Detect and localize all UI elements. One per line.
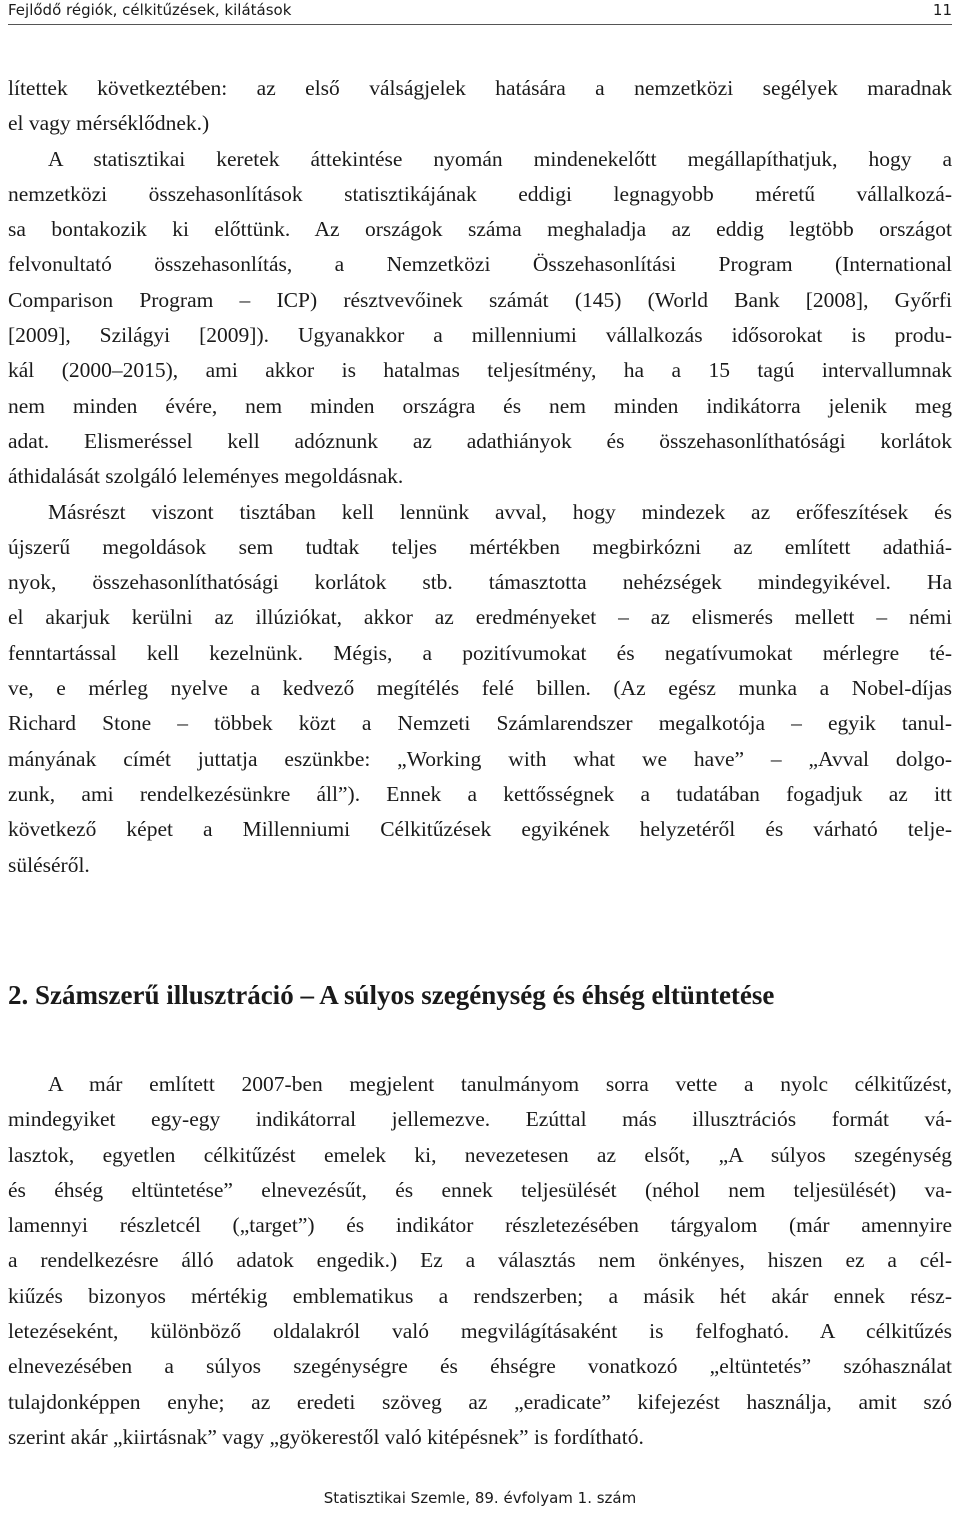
text-line: Másrészt viszont tisztában kell lennünk avval, hogy mindezek az erőfeszítések és [48, 499, 952, 524]
text-line: következő képet a Millenniumi Célkitűzések egyikének helyzetéről és várható telje- [8, 817, 952, 842]
page-number: 11 [932, 1, 952, 19]
text-line: tulajdonképpen enyhe; az eredeti szöveg az „eradicate” kifejezést használja, amit szó [8, 1389, 952, 1414]
text-line: nyok, összehasonlíthatósági korlátok stb. támasztotta nehézségek mindegyikével. Ha [8, 570, 952, 595]
text-line: adat. Elismeréssel kell adóznunk az adathiányok és összehasonlíthatósági korlátok [8, 428, 952, 453]
text-line: és éhség eltüntetése” elnevezésűt, és ennek teljesülését (néhol nem teljesülését) va- [8, 1177, 952, 1202]
text-line: szerint akár „kiirtásnak” vagy „gyökerestől való kitépésnek” is fordítható. [8, 1424, 644, 1449]
text-line: A már említett 2007-ben megjelent tanulmányom sorra vette a nyolc célkitűzést, [48, 1072, 952, 1096]
text-line: sa bontakozik ki előttünk. Az országok száma meghaladja az eddig legtöbb országot [8, 217, 952, 242]
running-header [8, 0, 952, 25]
text-line: Comparison Program – ICP) résztvevőinek számát (145) (World Bank [2008], Győrfi [8, 287, 952, 312]
text-line: mányának címét juttatja eszünkbe: „Working with what we have” – „Avval dolgo- [8, 746, 952, 771]
text-line: ve, e mérleg nyelve a kedvező megítélés felé billen. (Az egész munka a Nobel-díjas [8, 676, 952, 701]
text-line: a rendelkezésre álló adatok engedik.) Ez a választás nem önkényes, hiszen ez a cél- [8, 1248, 952, 1273]
body-text-top [8, 71, 952, 883]
text-line: A statisztikai keretek áttekintése nyomán mindenekelőtt megállapíthatjuk, hogy a [48, 146, 952, 171]
text-line: süléséről. [8, 852, 90, 877]
text-line: nemzetközi összehasonlítások statisztikájának eddigi legnagyobb méretű vállalkozá- [8, 181, 952, 206]
text-line: újszerű megoldások sem tudtak teljes mértékben megbirkózni az említett adathiá- [8, 534, 952, 559]
text-line: el vagy mérséklődnek.) [8, 111, 210, 136]
text-line: kál (2000–2015), ami akkor is hatalmas teljesítmény, ha a 15 tagú intervallumnak [8, 358, 952, 383]
text-line: lamennyi részletcél („target”) és indikátor részletezésében tárgyalom (már amennyire [8, 1213, 952, 1238]
text-line: nem minden évére, nem minden országra és nem minden indikátorra jelenik meg [8, 393, 952, 418]
header-title: Fejlődő régiók, célkitűzések, kilátások [8, 1, 292, 19]
body-text-bottom [8, 1067, 952, 1455]
text-line: letezéseként, különböző oldalakról való megvilágításaként is felfogható. A célkitűzés [8, 1319, 952, 1344]
running-footer: Statisztikai Szemle, 89. évfolyam 1. szám [323, 1489, 637, 1507]
text-line: zunk, ami rendelkezésünkre áll”). Ennek a kettősségnek a tudatában fogadjuk az itt [8, 781, 952, 806]
text-line: Richard Stone – többek közt a Nemzeti Számlarendszer megalkotója – egyik tanul- [8, 711, 952, 736]
section-heading: 2. Számszerű illusztráció – A súlyos szegénység és éhség eltüntetése [8, 980, 775, 1010]
text-line: el akarjuk kerülni az illúziókat, akkor az eredményeket – az elismerés mellett – némi [8, 605, 952, 630]
text-line: felvonultató összehasonlítás, a Nemzetközi Összehasonlítási Program (International [8, 252, 952, 277]
text-line: kiűzés bizonyos mértékig emblematikus a rendszerben; a másik hét akár ennek rész- [8, 1283, 952, 1308]
text-line: áthidalását szolgáló leleményes megoldásnak. [8, 464, 404, 489]
text-line: mindegyiket egy-egy indikátorral jellemezve. Ezúttal más illusztrációs formát vá- [8, 1107, 952, 1132]
text-line: lítettek következtében: az első válságjelek hatására a nemzetközi segélyek maradnak [8, 76, 952, 100]
text-line: [2009], Szilágyi [2009]). Ugyanakkor a millenniumi vállalkozás idősorokat is produ- [8, 323, 952, 348]
text-line: fenntartással kell kezelnünk. Mégis, a pozitívumokat és negatívumokat mérlegre té- [8, 640, 952, 665]
text-line: elnevezésében a súlyos szegénységre és éhségre vonatkozó „eltüntetés” szóhasználat [8, 1354, 952, 1379]
text-line: lasztok, egyetlen célkitűzést emelek ki, nevezetesen az elsőt, „A súlyos szegénység [8, 1142, 952, 1167]
